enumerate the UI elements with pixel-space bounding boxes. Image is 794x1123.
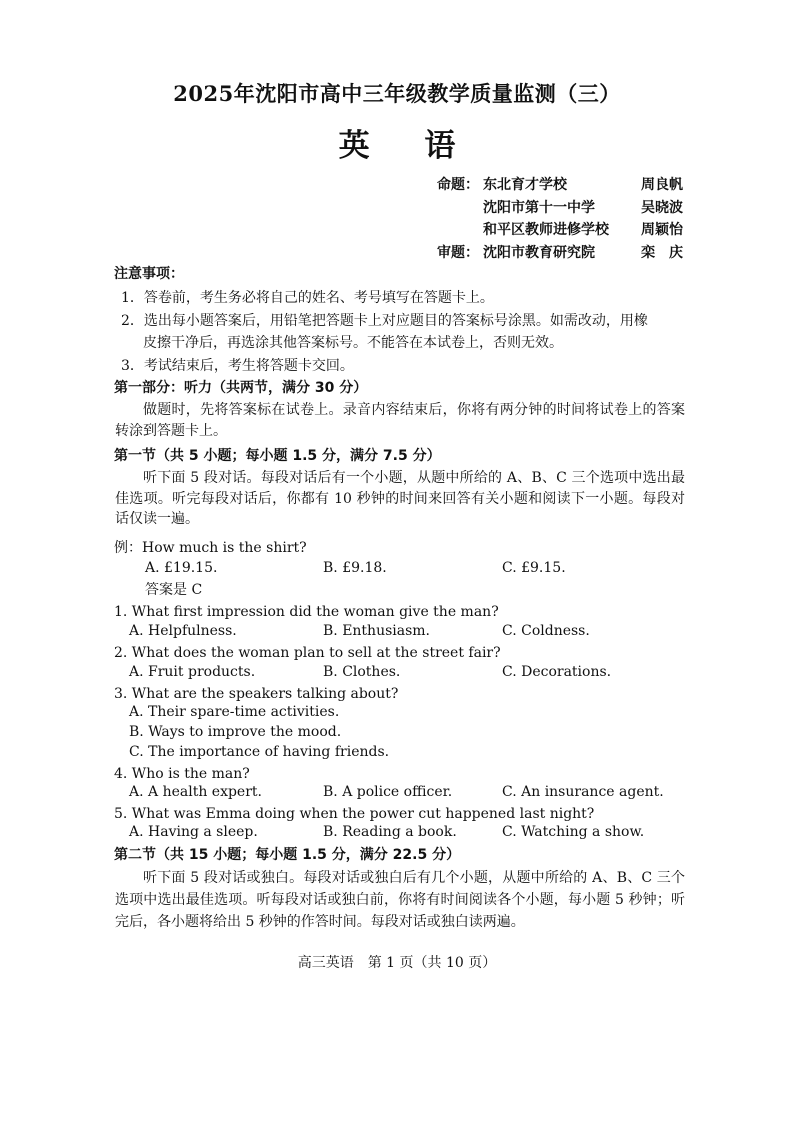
q2-option-c: C. Decorations. xyxy=(502,664,612,680)
credit-label: 命题： xyxy=(437,177,479,193)
example-question: 例：How much is the shirt? xyxy=(114,540,307,556)
credit-label xyxy=(437,219,483,242)
part1-heading: 第一部分：听力（共两节，满分 30 分） xyxy=(114,380,368,396)
page-footer: 高三英语 第 1 页（共 10 页） xyxy=(297,955,497,971)
q5-option-a: A. Having a sleep. xyxy=(129,824,258,840)
note-item-3: 3．考试结束后，考生将答题卡交回。 xyxy=(121,358,354,374)
credit-school: 东北育才学校 xyxy=(483,177,567,193)
section1-heading: 第一节（共 5 小题；每小题 1.5 分，满分 7.5 分） xyxy=(114,448,441,464)
q4-option-a: A. A health expert. xyxy=(129,784,262,800)
q2-option-a: A. Fruit products. xyxy=(129,664,256,680)
q3-option-b: B. Ways to improve the mood. xyxy=(129,724,342,740)
question-5: 5. What was Emma doing when the power cut happened last night? xyxy=(114,806,595,822)
credit-school: 和平区教师进修学校 xyxy=(483,222,609,239)
credit-row xyxy=(437,197,737,220)
credit-person: 周良帆 xyxy=(641,177,683,193)
credit-row xyxy=(437,219,737,242)
question-2: 2. What does the woman plan to sell at the street fair? xyxy=(114,645,501,661)
q4-option-c: C. An insurance agent. xyxy=(502,784,664,800)
part1-instruction: 做题时，先将答案标在试卷上。录音内容结束后，你将有两分钟的时间将试卷上的答案转涂到答题卡上。 xyxy=(115,402,685,439)
credits-block xyxy=(437,174,737,264)
section2-instruction: 听下面 5 段对话或独白。每段对话或独白后有几个小题，从题中所给的 A、B、C 三个选项中选出最佳选项。听每段对话或独白前，你将有时间阅读各个小题，每小题 5 秒钟；听完后，各小题将给出 5 秒钟的作答时间。每段对话或独白读两遍。 xyxy=(115,870,685,930)
note-item-2-line-2: 皮擦干净后，再选涂其他答案标号。不能答在本试卷上，否则无效。 xyxy=(143,335,563,351)
note-item-2-line-1: 2．选出每小题答案后，用铅笔把答题卡上对应题目的答案标号涂黑。如需改动，用橡 xyxy=(121,313,648,329)
example-option-a: A. £19.15. xyxy=(145,560,218,576)
notes-heading: 注意事项： xyxy=(114,266,184,282)
credit-label xyxy=(437,197,483,220)
example-answer: 答案是 C xyxy=(145,582,203,598)
example-option-c: C. £9.15. xyxy=(502,560,566,576)
section2-heading: 第二节（共 15 小题；每小题 1.5 分，满分 22.5 分） xyxy=(114,847,461,863)
question-1: 1. What first impression did the woman give the man? xyxy=(114,604,499,620)
q5-option-c: C. Watching a show. xyxy=(502,824,645,840)
credit-person: 吴晓波 xyxy=(641,199,683,216)
q5-option-b: B. Reading a book. xyxy=(323,824,457,840)
q1-option-a: A. Helpfulness. xyxy=(129,623,237,639)
credit-person: 栾 庆 xyxy=(641,244,683,261)
credit-label: 审题： xyxy=(437,244,479,261)
credit-row xyxy=(437,174,737,197)
q2-option-b: B. Clothes. xyxy=(323,664,401,680)
credit-school: 沈阳市教育研究院 xyxy=(483,244,595,261)
note-item-1: 1．答卷前，考生务必将自己的姓名、考号填写在答题卡上。 xyxy=(121,290,494,306)
section1-instruction: 听下面 5 段对话。每段对话后有一个小题，从题中所给的 A、B、C 三个选项中选出最佳选项。听完每段对话后，你都有 10 秒钟的时间来回答有关小题和阅读下一小题。每段对话仅读一遍。 xyxy=(115,470,685,528)
q3-option-a: A. Their spare-time activities. xyxy=(129,704,340,720)
q1-option-b: B. Enthusiasm. xyxy=(323,623,431,639)
credit-row xyxy=(437,242,737,265)
credit-person: 周颖怡 xyxy=(641,222,683,239)
credit-school: 沈阳市第十一中学 xyxy=(483,199,595,216)
subject-title: 英 语 xyxy=(338,128,478,164)
exam-title: 2025年沈阳市高中三年级教学质量监测（三） xyxy=(173,81,621,106)
q4-option-b: B. A police officer. xyxy=(323,784,453,800)
q1-option-c: C. Coldness. xyxy=(502,623,590,639)
question-3: 3. What are the speakers talking about? xyxy=(114,686,399,702)
example-option-b: B. £9.18. xyxy=(323,560,387,576)
q3-option-c: C. The importance of having friends. xyxy=(129,744,390,760)
question-4: 4. Who is the man? xyxy=(114,766,250,782)
